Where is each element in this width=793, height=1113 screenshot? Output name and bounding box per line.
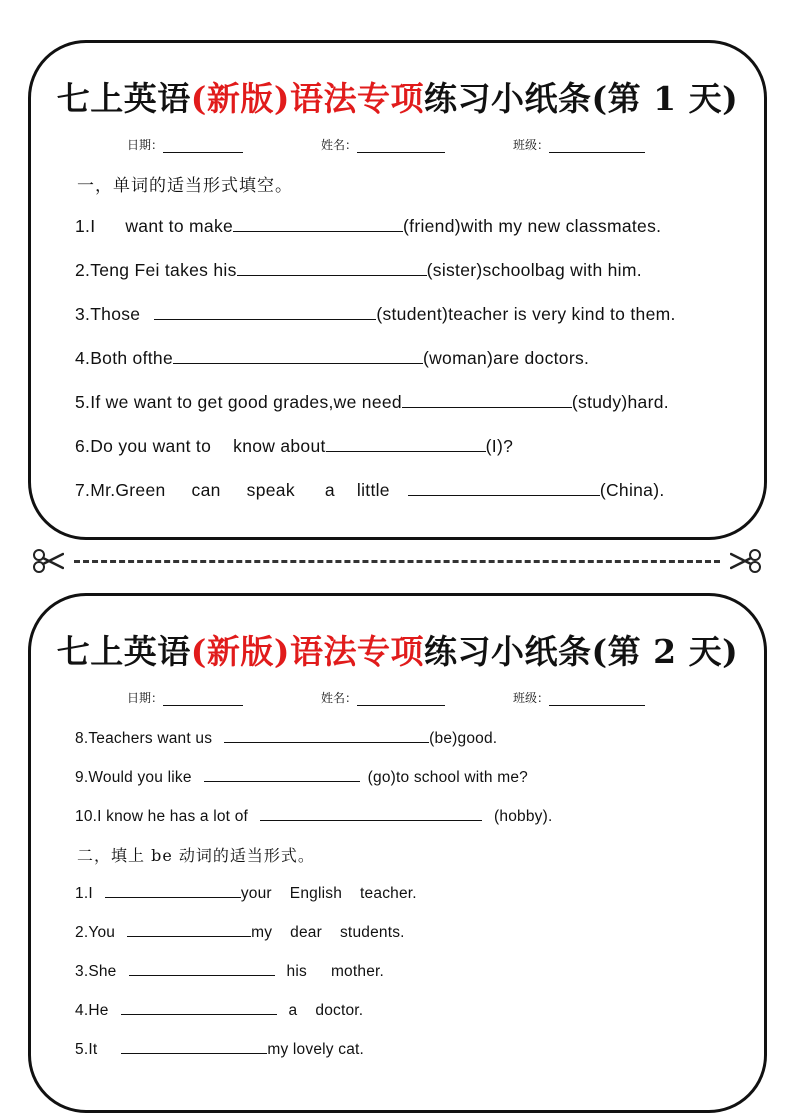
- dashed-divider: [74, 560, 720, 563]
- title-part: 练习小纸条(: [424, 79, 608, 118]
- question-text: (China).: [599, 480, 665, 500]
- question-text: can: [191, 480, 221, 500]
- title-highlight: (新版)语法专项: [190, 632, 425, 671]
- question-text: teacher.: [360, 885, 417, 902]
- question-text: my: [251, 924, 273, 941]
- title-highlight: (新版)语法专项: [190, 79, 425, 118]
- question-text: 3.She: [75, 963, 117, 980]
- section-heading: 一，单词的适当形式填空。: [77, 176, 293, 196]
- answer-blank[interactable]: [260, 804, 482, 821]
- question-10: [75, 804, 553, 826]
- name-field[interactable]: [321, 689, 445, 706]
- date-field[interactable]: [127, 136, 243, 153]
- cut-line: [32, 549, 762, 573]
- question-text: English: [289, 885, 343, 902]
- class-field[interactable]: [513, 689, 645, 706]
- be-question-5: [75, 1037, 364, 1059]
- answer-blank[interactable]: [224, 726, 429, 743]
- question-text: 5.It: [75, 1041, 98, 1058]
- question-6: [75, 435, 513, 457]
- answer-blank[interactable]: [121, 998, 277, 1015]
- question-text: a: [288, 1002, 298, 1019]
- question-7: [75, 479, 665, 501]
- be-question-3: [75, 959, 384, 981]
- question-text: 4.Both ofthe: [75, 348, 173, 368]
- question-3: [75, 303, 676, 325]
- name-field[interactable]: [321, 136, 445, 153]
- answer-blank[interactable]: [154, 303, 376, 320]
- be-question-1: [75, 881, 417, 903]
- answer-blank[interactable]: [408, 479, 600, 496]
- question-text: 5.If we want to get good grades,we need: [75, 392, 402, 412]
- question-text: your: [240, 885, 272, 902]
- question-text: want to make: [125, 216, 234, 236]
- class-label: 班级：: [513, 691, 550, 705]
- question-8: [75, 726, 497, 748]
- answer-blank[interactable]: [402, 391, 572, 408]
- title-part: ): [722, 632, 739, 671]
- question-text: mother.: [330, 963, 385, 980]
- question-1: [75, 215, 661, 237]
- class-label: 班级：: [513, 138, 550, 152]
- title-day: 第 1 天: [607, 79, 723, 118]
- answer-blank[interactable]: [121, 1037, 267, 1054]
- name-blank[interactable]: [357, 140, 445, 153]
- class-blank[interactable]: [549, 693, 645, 706]
- question-text: doctor.: [315, 1002, 364, 1019]
- info-row: [31, 689, 764, 709]
- title-part: ): [722, 79, 739, 118]
- worksheet-card-day1: [28, 40, 767, 540]
- section-heading: 二，填上 be 动词的适当形式。: [77, 846, 315, 865]
- name-blank[interactable]: [357, 693, 445, 706]
- question-text: (be)good.: [429, 730, 498, 747]
- answer-blank[interactable]: [127, 920, 251, 937]
- card-title: [31, 73, 764, 120]
- question-text: 6.Do you want to: [75, 436, 212, 456]
- question-text: 7.Mr.Green: [75, 480, 166, 500]
- question-text: (woman)are doctors.: [422, 348, 590, 368]
- question-text: 9.Would you like: [75, 769, 192, 786]
- question-text: (study)hard.: [571, 392, 669, 412]
- question-text: (go)to school with me?: [367, 769, 528, 786]
- question-text: speak: [246, 480, 295, 500]
- answer-blank[interactable]: [129, 959, 275, 976]
- question-text: 1.I: [75, 885, 93, 902]
- card-title: [31, 626, 764, 673]
- question-4: [75, 347, 589, 369]
- name-label: 姓名：: [321, 138, 358, 152]
- question-2: [75, 259, 642, 281]
- question-9: [75, 765, 528, 787]
- date-blank[interactable]: [163, 693, 243, 706]
- date-label: 日期：: [127, 691, 164, 705]
- question-text: 8.Teachers want us: [75, 730, 213, 747]
- question-text: (sister)schoolbag with him.: [426, 260, 642, 280]
- question-text: know about: [233, 436, 326, 456]
- date-label: 日期：: [127, 138, 164, 152]
- answer-blank[interactable]: [237, 259, 427, 276]
- class-field[interactable]: [513, 136, 645, 153]
- question-text: a: [324, 480, 335, 500]
- question-text: little: [356, 480, 390, 500]
- name-label: 姓名：: [321, 691, 358, 705]
- answer-blank[interactable]: [105, 881, 241, 898]
- scissors-icon: [730, 549, 762, 573]
- question-5: [75, 391, 669, 413]
- answer-blank[interactable]: [233, 215, 403, 232]
- title-day: 第 2 天: [607, 632, 723, 671]
- question-text: 2.Teng Fei takes his: [75, 260, 237, 280]
- question-text: 3.Those: [75, 304, 141, 324]
- title-part: 练习小纸条(: [424, 632, 608, 671]
- question-text: (I)?: [485, 436, 514, 456]
- question-text: (friend)with my new classmates.: [403, 216, 662, 236]
- question-text: 4.He: [75, 1002, 109, 1019]
- date-blank[interactable]: [163, 140, 243, 153]
- question-text: his: [286, 963, 307, 980]
- answer-blank[interactable]: [173, 347, 423, 364]
- worksheet-card-day2: [28, 593, 767, 1113]
- question-text: (student)teacher is very kind to them.: [376, 304, 676, 324]
- answer-blank[interactable]: [326, 435, 486, 452]
- title-part: 七上英语: [56, 79, 191, 118]
- date-field[interactable]: [127, 689, 243, 706]
- scissors-icon: [32, 549, 64, 573]
- question-text: my lovely cat.: [267, 1041, 365, 1058]
- answer-blank[interactable]: [204, 765, 360, 782]
- info-row: [31, 136, 764, 156]
- question-text: 2.You: [75, 924, 116, 941]
- be-question-2: [75, 920, 405, 942]
- question-text: (hobby).: [494, 808, 553, 825]
- question-text: dear: [290, 924, 322, 941]
- class-blank[interactable]: [549, 140, 645, 153]
- question-text: 10.I know he has a lot of: [75, 808, 249, 825]
- be-question-4: [75, 998, 363, 1020]
- title-part: 七上英语: [56, 632, 191, 671]
- question-text: 1.I: [75, 216, 96, 236]
- question-text: students.: [339, 924, 405, 941]
